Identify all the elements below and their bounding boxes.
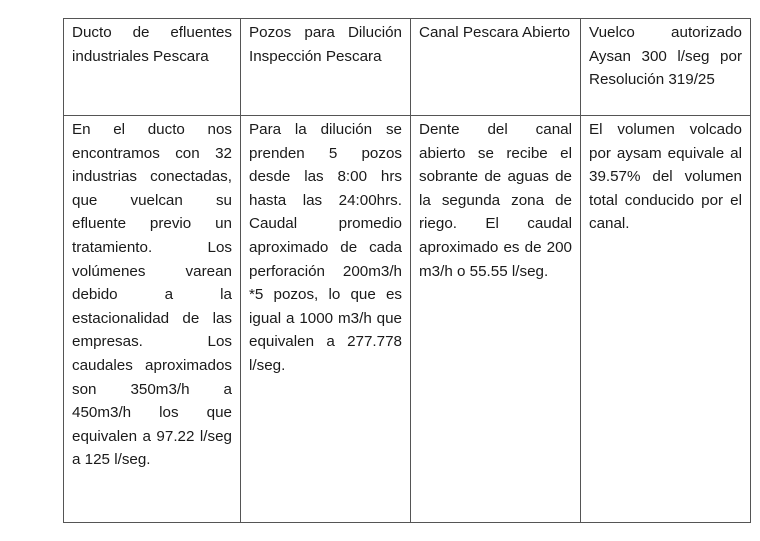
header-text: Vuelco autorizado Aysan 300 l/seg por Resolución 319/25 [589, 24, 742, 89]
header-cell-ducto [64, 19, 241, 116]
header-text: Ducto de efluentes industriales Pescara [72, 24, 232, 65]
cell-text: El volumen volcado por aysam equivale al 39.57% del volumen total conducido por el canal. [589, 121, 742, 233]
body-cell-canal [411, 116, 581, 523]
flow-table [63, 18, 751, 523]
cell-text: Dente del canal abierto se recibe el sobrante de aguas de la segunda zona de riego. El caudal aproximado es de 200 m3/h o 55.55 l/seg. [419, 121, 572, 280]
header-text: Pozos para Dilución Inspección Pescara [249, 24, 402, 65]
header-text: Canal Pescara Abierto [419, 24, 571, 41]
body-cell-vuelco [581, 116, 751, 523]
cell-text: Para la dilución se prenden 5 pozos desde las 8:00 hrs hasta las 24:00hrs. Caudal promedio aproximado de cada perforación 200m3/h *5 pozos, lo que es igual a 1000 m3/h que equivalen a 277.778 l/seg. [249, 121, 402, 374]
body-cell-ducto [64, 116, 241, 523]
table-row [64, 116, 751, 523]
table-header-row [64, 19, 751, 116]
cell-text: En el ducto nos encontramos con 32 industrias conectadas, que vuelcan su efluente previo un tratamiento. Los volúmenes varean debido a la estacionalidad de las empresas. Los caudales aproximados son 350m3/h a 450m3/h los que equivalen a 97.22 l/seg a 125 l/seg. [72, 121, 232, 469]
header-cell-pozos [241, 19, 411, 116]
header-cell-vuelco [581, 19, 751, 116]
header-cell-canal [411, 19, 581, 116]
body-cell-pozos [241, 116, 411, 523]
